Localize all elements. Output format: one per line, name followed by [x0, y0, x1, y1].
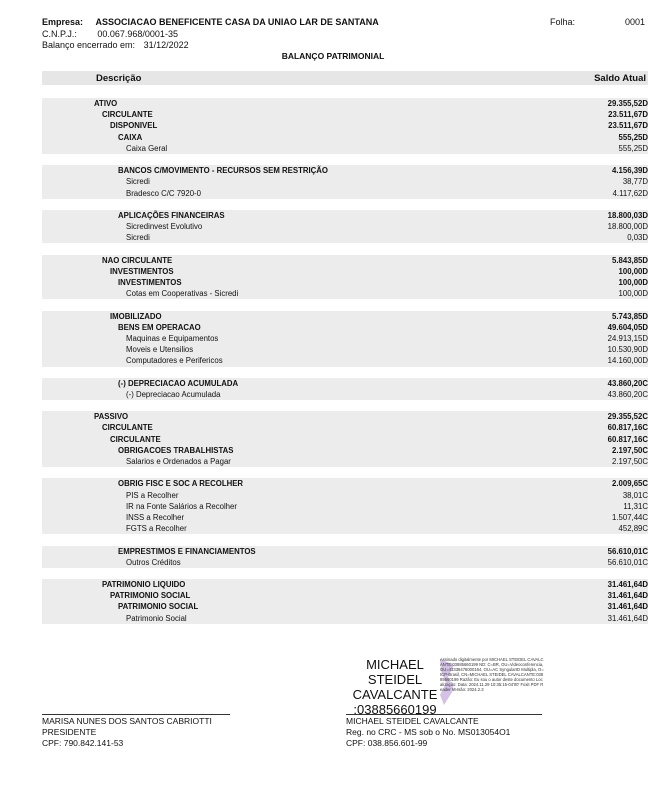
row-balance: 5.743,85D	[612, 311, 648, 321]
row-description: PATRIMONIO LIQUIDO	[102, 580, 186, 590]
table-row	[42, 490, 648, 501]
row-description: ATIVO	[94, 99, 118, 108]
table-row	[42, 165, 648, 176]
row-description: (-) Depreciacao Acumulada	[126, 389, 221, 399]
row-description: CIRCULANTE	[102, 110, 153, 120]
table-row	[42, 512, 648, 523]
row-balance: 2.197,50C	[612, 445, 648, 455]
row-balance: 100,00D	[618, 278, 648, 287]
table-row	[42, 601, 648, 612]
spacer-row	[42, 154, 648, 165]
row-balance: 43.860,20C	[607, 378, 648, 388]
row-description: Sicredi	[126, 177, 150, 187]
row-description: INVESTIMENTOS	[118, 278, 182, 287]
row-description: BENS EM OPERACAO	[118, 322, 201, 332]
table-row	[42, 120, 648, 131]
row-balance: 5.843,85D	[612, 255, 648, 265]
table-row	[42, 188, 648, 199]
row-description: PIS a Recolher	[126, 490, 179, 500]
row-balance: 555,25D	[618, 143, 648, 153]
row-description: Moveis e Utensilios	[126, 345, 194, 355]
row-balance: 10.530,90D	[607, 345, 648, 355]
table-row	[42, 143, 648, 154]
empresa-value: ASSOCIACAO BENEFICENTE CASA DA UNIAO LAR DE SANTANA	[95, 17, 379, 27]
row-balance: 18.800,03D	[607, 210, 648, 220]
table-row	[42, 422, 648, 433]
row-description: CAIXA	[118, 132, 143, 142]
table-row	[42, 378, 648, 389]
row-description: Salarios e Ordenados a Pagar	[126, 457, 231, 466]
row-description: INVESTIMENTOS	[110, 266, 174, 276]
row-description: Bradesco C/C 7920-0	[126, 188, 201, 198]
table-row	[42, 546, 648, 557]
row-balance: 11,31C	[623, 501, 648, 511]
row-description: CIRCULANTE	[102, 423, 153, 433]
digital-signature	[350, 655, 544, 717]
row-balance: 29.355,52C	[607, 412, 648, 422]
row-description: PASSIVO	[94, 412, 129, 422]
footer-right	[346, 716, 510, 749]
row-description: NAO CIRCULANTE	[102, 255, 173, 265]
empresa-line	[42, 17, 379, 27]
row-description: OBRIGACOES TRABALHISTAS	[118, 445, 234, 455]
row-description: Sicredinvest Evolutivo	[126, 222, 203, 232]
balanco-value: 31/12/2022	[143, 40, 189, 50]
row-description: PATRIMONIO SOCIAL	[118, 602, 199, 612]
table-row	[42, 557, 648, 568]
signature-name-line: MICHAEL	[366, 657, 424, 672]
saldo-header: Saldo Atual	[594, 73, 646, 84]
row-description: DISPONIVEL	[110, 121, 158, 131]
row-balance: 452,89C	[618, 524, 648, 534]
row-balance: 38,01C	[622, 490, 648, 500]
table-row	[42, 232, 648, 243]
row-balance: 14.160,00D	[607, 356, 648, 366]
row-balance: 555,25D	[618, 132, 648, 142]
table-row	[42, 344, 648, 355]
row-balance: 18.800,00D	[607, 222, 648, 232]
table-row	[42, 434, 648, 445]
row-balance: 4.156,39D	[612, 166, 648, 176]
accountant-cpf: CPF: 038.856.601-99	[346, 738, 428, 748]
row-description: APLICAÇÕES FINANCEIRAS	[118, 210, 225, 220]
table-row	[42, 210, 648, 221]
accountant-crc: Reg. no CRC - MS sob o No. MS013054O1	[346, 727, 511, 737]
row-balance: 31.461,64D	[607, 602, 648, 612]
signature-name-line: STEIDEL	[367, 672, 423, 687]
spacer-row	[42, 367, 648, 378]
spacer-row	[42, 467, 648, 478]
row-description: Caixa Geral	[126, 143, 168, 153]
table-row	[42, 322, 648, 333]
row-balance: 4.117,62D	[612, 188, 648, 198]
table-row	[42, 311, 648, 322]
row-balance: 1.507,44C	[612, 512, 648, 522]
row-balance: 56.610,01C	[607, 557, 648, 567]
balanco-line	[42, 40, 189, 50]
table-row	[42, 478, 648, 489]
signature-name	[350, 657, 440, 717]
table-row	[42, 333, 648, 344]
row-description: Maquinas e Equipamentos	[126, 333, 219, 343]
cnpj-line	[42, 29, 178, 39]
row-description: BANCOS C/MOVIMENTO - RECURSOS SEM RESTRIÇÃO	[118, 166, 328, 176]
report-title: BALANÇO PATRIMONIAL	[281, 51, 385, 61]
row-description: FGTS a Recolher	[126, 524, 187, 534]
row-balance: 31.461,64D	[607, 580, 648, 590]
table-row	[42, 523, 648, 534]
table-row	[42, 445, 648, 456]
row-balance: 29.355,52D	[607, 99, 648, 108]
table-row	[42, 501, 648, 512]
column-header	[42, 71, 648, 85]
spacer-row	[42, 534, 648, 545]
row-balance: 24.913,15D	[607, 333, 648, 343]
row-balance: 38,77D	[622, 177, 648, 187]
row-balance: 31.461,64D	[607, 613, 648, 623]
president-cpf: CPF: 790.842.141-53	[42, 738, 124, 748]
row-balance: 56.610,01C	[607, 546, 648, 556]
table-row	[42, 132, 648, 143]
signature-name-line: :03885660199	[353, 702, 437, 717]
signature-name-line: CAVALCANTE	[352, 687, 438, 702]
row-description: Outros Créditos	[126, 557, 181, 567]
table-row	[42, 590, 648, 601]
row-description: OBRIG FISC E SOC A RECOLHER	[118, 479, 244, 489]
row-balance: 100,00D	[618, 266, 648, 276]
signature-line-right	[346, 714, 542, 715]
row-description: IR na Fonte Salários a Recolher	[126, 501, 237, 511]
footer-left	[42, 716, 212, 749]
spacer-row	[42, 243, 648, 254]
table-row	[42, 98, 648, 109]
folha-label: Folha:	[550, 17, 576, 27]
row-description: INSS a Recolher	[126, 512, 185, 522]
table-row	[42, 266, 648, 277]
balance-table	[42, 98, 648, 624]
table-row	[42, 355, 648, 366]
spacer-row	[42, 400, 648, 411]
row-description: EMPRESTIMOS E FINANCIAMENTOS	[118, 546, 256, 556]
row-description: Sicredi	[126, 233, 150, 243]
table-row	[42, 277, 648, 288]
row-balance: 2.197,50C	[612, 457, 648, 466]
row-description: PATRIMONIO SOCIAL	[110, 591, 191, 601]
spacer-row	[42, 299, 648, 310]
table-row	[42, 613, 648, 624]
row-balance: 60.817,16C	[607, 434, 648, 444]
row-description: (-) DEPRECIACAO ACUMULADA	[118, 378, 239, 388]
signature-details: Assinado digitalmente por MICHAEL STEIDEL CAVALCANTE:03885660199 ND: C=BR, OU=Videoconferencia, OU=43338476000164, OU=AC SyngularID Multipla, O=ICP-Brasil, CN=MICHAEL STEIDEL CAVALCANTE:03885660199 Razão: Eu sou o autor deste documento Localização: Data: 2024.11.29 10:35:15-04'00' Foxit PDF Reader Versão: 2024.2.3	[440, 657, 544, 692]
row-description: Patrimonio Social	[126, 613, 187, 623]
folha-value: 0001	[625, 17, 646, 27]
signature-line-left	[42, 714, 230, 715]
row-description: IMOBILIZADO	[110, 311, 162, 321]
spacer-row	[42, 199, 648, 210]
row-balance: 23.511,67D	[608, 121, 648, 131]
table-row	[42, 579, 648, 590]
row-balance: 23.511,67D	[608, 110, 648, 120]
cnpj-label: C.N.P.J.:	[42, 29, 77, 39]
table-row	[42, 389, 648, 400]
table-row	[42, 255, 648, 266]
president-name: MARISA NUNES DOS SANTOS CABRIOTTI	[42, 716, 212, 726]
balanco-label: Balanço encerrado em:	[42, 40, 136, 50]
table-row	[42, 456, 648, 467]
table-row	[42, 411, 648, 422]
president-role: PRESIDENTE	[42, 727, 97, 737]
row-balance: 0,03D	[627, 233, 648, 243]
row-balance: 2.009,65C	[612, 479, 648, 489]
empresa-label: Empresa:	[42, 17, 84, 27]
row-balance: 31.461,64D	[607, 591, 648, 601]
table-row	[42, 288, 648, 299]
row-balance: 60.817,16C	[607, 423, 648, 433]
cnpj-value: 00.067.968/0001-35	[97, 29, 178, 39]
row-description: CIRCULANTE	[110, 434, 161, 444]
row-balance: 49.604,05D	[607, 322, 648, 332]
row-description: Computadores e Perifericos	[126, 356, 223, 366]
table-row	[42, 221, 648, 232]
row-description: Cotas em Cooperativas - Sicredi	[126, 289, 239, 299]
table-row	[42, 109, 648, 120]
spacer-row	[42, 568, 648, 579]
descricao-header: Descrição	[96, 73, 142, 84]
table-row	[42, 176, 648, 187]
row-balance: 100,00D	[618, 289, 648, 299]
row-balance: 43.860,20C	[607, 389, 648, 399]
accountant-name: MICHAEL STEIDEL CAVALCANTE	[346, 716, 479, 726]
